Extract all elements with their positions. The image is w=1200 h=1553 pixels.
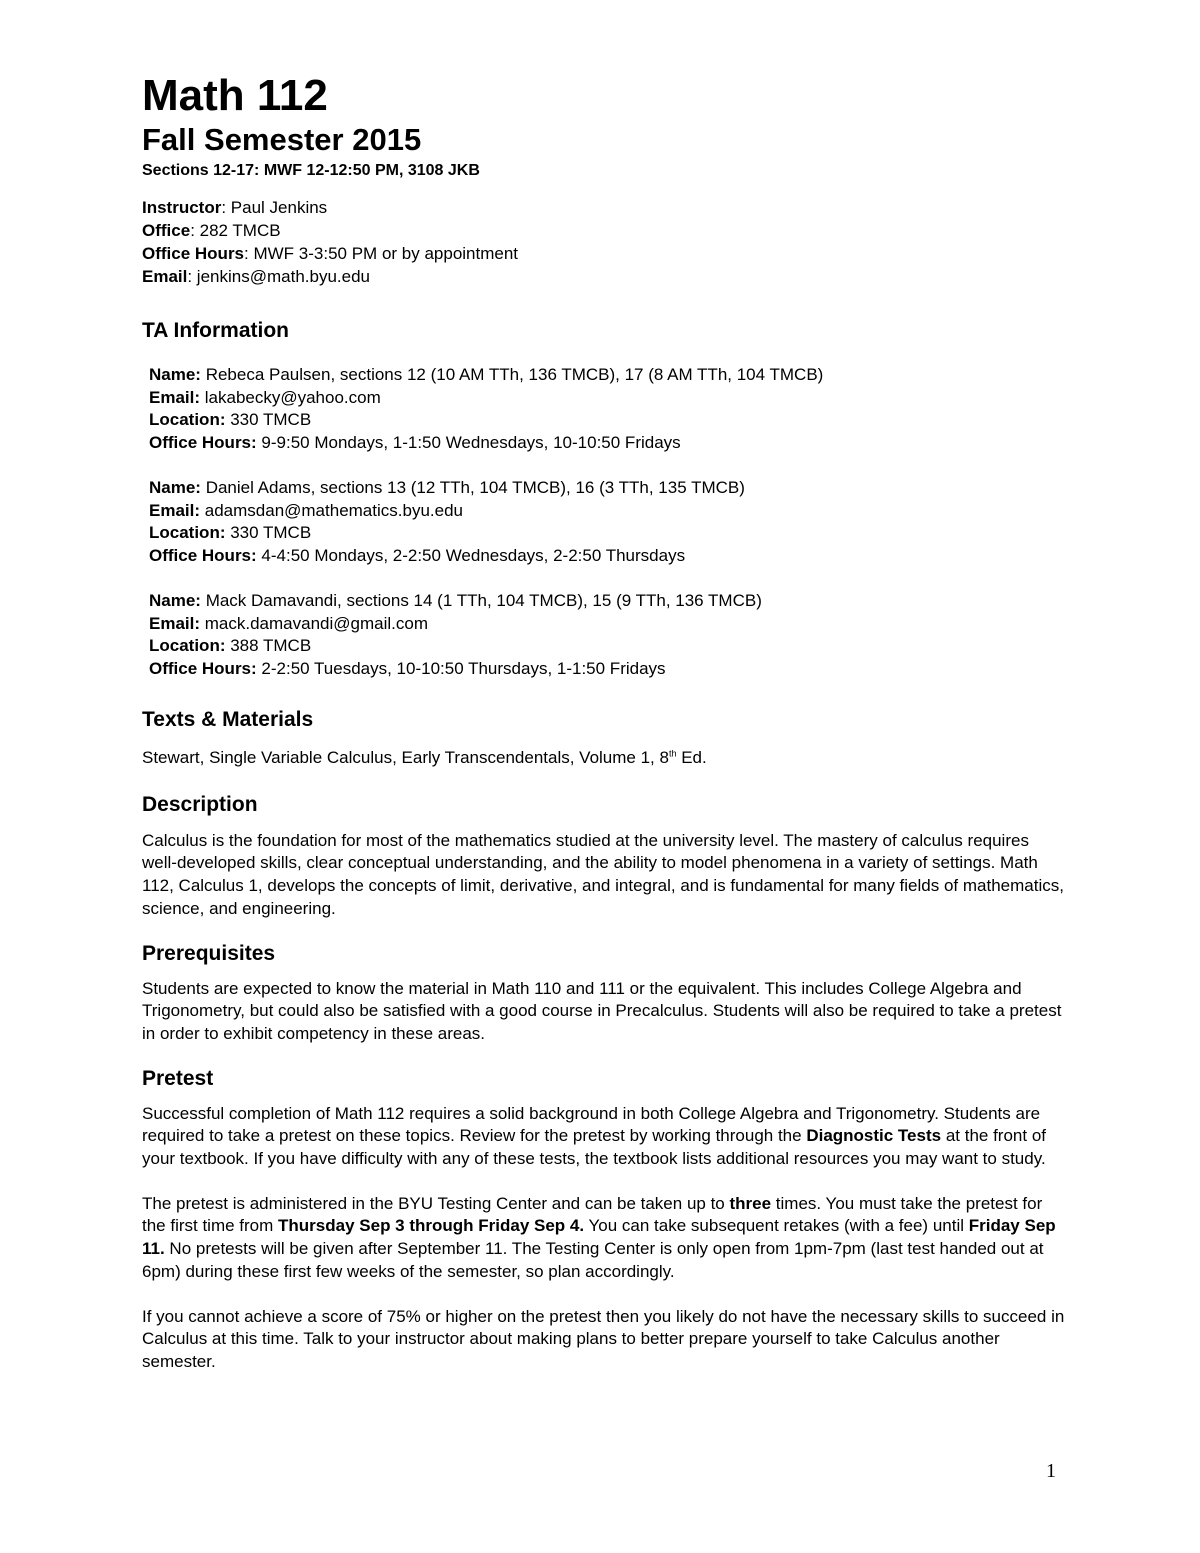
prerequisites-heading: Prerequisites (142, 941, 276, 965)
syllabus-page (142, 70, 1067, 1374)
pretest-paragraph-3: If you cannot achieve a score of 75% or higher on the pretest then you likely do not have the necessary skills to succeed in Calculus at this time. Talk to your instructor about making plans to better prepare yourself to take Calculus another semester. (142, 1306, 1065, 1371)
course-title: Math 112 (142, 71, 328, 120)
ta-hours-value: 2-2:50 Tuesdays, 10-10:50 Thursdays, 1-1:50 Fridays (256, 658, 666, 678)
ta-entry (149, 477, 1067, 567)
ta-name-line (149, 364, 1067, 387)
ta-entry (149, 590, 1067, 680)
description-body: Calculus is the foundation for most of the mathematics studied at the university level. The mastery of calculus requires well-developed skills, clear conceptual understanding, and the ability to model phenomena in a variety of settings. Math 112, Calculus 1, develops the concepts of limit, derivative, and integral, and is fundamental for many fields of mathematics, science, and engineering. (142, 830, 1064, 918)
ta-name-value: Rebeca Paulsen, sections 12 (10 AM TTh, 136 TMCB), 17 (8 AM TTh, 104 TMCB) (200, 365, 824, 384)
ta-name-line (149, 477, 1067, 500)
texts-body-edition: Ed. (676, 748, 707, 767)
pretest-p2-three: three (729, 1193, 772, 1213)
instructor-block (142, 196, 1067, 288)
ta-location-label: Location: (149, 523, 226, 542)
ta-email-line (149, 613, 1067, 636)
ta-hours-line (149, 545, 1067, 568)
office-hours-line (142, 242, 1067, 265)
ta-heading: TA Information (142, 319, 289, 342)
ta-name-label: Name: (149, 478, 201, 497)
ta-hours-line (149, 432, 1067, 455)
instructor-value: : Paul Jenkins (221, 198, 328, 217)
pretest-p1-emphasis: Diagnostic Tests (806, 1126, 942, 1146)
ta-email-value: mack.damavandi@gmail.com (200, 613, 428, 633)
ta-location-line (149, 409, 1067, 432)
pretest-p1-text: Successful completion of Math 112 requires a solid background in both College Algebra and Trigonometry. Students are required to take a pretest on these topics. Review for the pretest by working through the (142, 1103, 1041, 1146)
ta-location-label: Location: (149, 410, 226, 429)
pretest-heading: Pretest (142, 1066, 214, 1090)
pretest-paragraph-2 (142, 1193, 1067, 1284)
pretest-paragraph-1 (142, 1103, 1067, 1171)
ta-name-label: Name: (149, 365, 201, 384)
sections-line: Sections 12-17: MWF 12-12:50 PM, 3108 JKB (142, 162, 480, 179)
email-line (142, 265, 1067, 288)
pretest-p2-text-4: No pretests will be given after September 11. The Testing Center is only open from 1pm-7pm (last test handed out at 6pm) during these first few weeks of the semester, so plan accordingly. (142, 1239, 1044, 1281)
office-value: : 282 TMCB (190, 221, 281, 240)
ta-location-line (149, 635, 1067, 658)
texts-body (142, 747, 1067, 770)
ta-hours-value: 4-4:50 Mondays, 2-2:50 Wednesdays, 2-2:50 Thursdays (256, 545, 686, 565)
pretest-p2-deadline: Friday Sep 11. (142, 1216, 1056, 1259)
ta-name-value: Daniel Adams, sections 13 (12 TTh, 104 TMCB), 16 (3 TTh, 135 TMCB) (200, 478, 745, 497)
email-label: Email (142, 267, 188, 286)
ta-email-line (149, 500, 1067, 523)
ta-hours-line (149, 658, 1067, 681)
ta-email-value: lakabecky@yahoo.com (200, 387, 381, 407)
ta-email-label: Email: (149, 387, 201, 407)
ta-name-value: Mack Damavandi, sections 14 (1 TTh, 104 TMCB), 15 (9 TTh, 136 TMCB) (200, 591, 762, 610)
ta-location-line (149, 522, 1067, 545)
instructor-line (142, 196, 1067, 219)
ta-hours-label: Office Hours: (149, 658, 257, 678)
ta-entry (149, 364, 1067, 454)
ta-location-value: 330 TMCB (225, 410, 312, 429)
ta-email-label: Email: (149, 613, 201, 633)
pretest-p2-text-2: times. You must take the pretest for the first time from (142, 1193, 1043, 1236)
semester-title: Fall Semester 2015 (142, 122, 422, 157)
ta-name-label: Name: (149, 591, 201, 610)
pretest-p2-dates: Thursday Sep 3 through Friday Sep 4. (278, 1216, 585, 1236)
texts-heading: Texts & Materials (142, 708, 314, 731)
pretest-p1-text-end: at the front of your textbook. If you have difficulty with any of these tests, the textbook lists additional resources you may want to study. (142, 1126, 1046, 1169)
office-label: Office (142, 221, 191, 240)
description-heading: Description (142, 792, 258, 816)
email-value: : jenkins@math.byu.edu (187, 267, 370, 286)
page-number: 1 (1046, 1460, 1056, 1482)
ta-email-label: Email: (149, 500, 201, 520)
office-hours-value: : MWF 3-3:50 PM or by appointment (244, 244, 519, 263)
ta-name-line (149, 590, 1067, 613)
texts-body-superscript: th (668, 748, 677, 759)
ta-hours-value: 9-9:50 Mondays, 1-1:50 Wednesdays, 10-10:50 Fridays (256, 432, 681, 452)
ta-hours-label: Office Hours: (149, 545, 257, 565)
texts-body-main: Stewart, Single Variable Calculus, Early Transcendentals, Volume 1, 8 (142, 748, 669, 767)
instructor-label: Instructor (142, 198, 222, 217)
office-hours-label: Office Hours (142, 244, 245, 263)
ta-location-value: 330 TMCB (225, 523, 312, 542)
ta-hours-label: Office Hours: (149, 432, 257, 452)
ta-email-line (149, 387, 1067, 410)
prerequisites-body: Students are expected to know the material in Math 110 and 111 or the equivalent. This includes College Algebra and Trigonometry, but could also be satisfied with a good course in Precalculus. Students will also be required to take a pretest in order to exhibit competency in these areas. (142, 978, 1062, 1043)
ta-email-value: adamsdan@mathematics.byu.edu (200, 500, 463, 520)
pretest-p2-text: The pretest is administered in the BYU Testing Center and can be taken up to (142, 1193, 730, 1213)
office-line (142, 219, 1067, 242)
ta-location-label: Location: (149, 636, 226, 655)
ta-location-value: 388 TMCB (225, 636, 312, 655)
pretest-p2-text-3: You can take subsequent retakes (with a fee) until (584, 1216, 969, 1236)
